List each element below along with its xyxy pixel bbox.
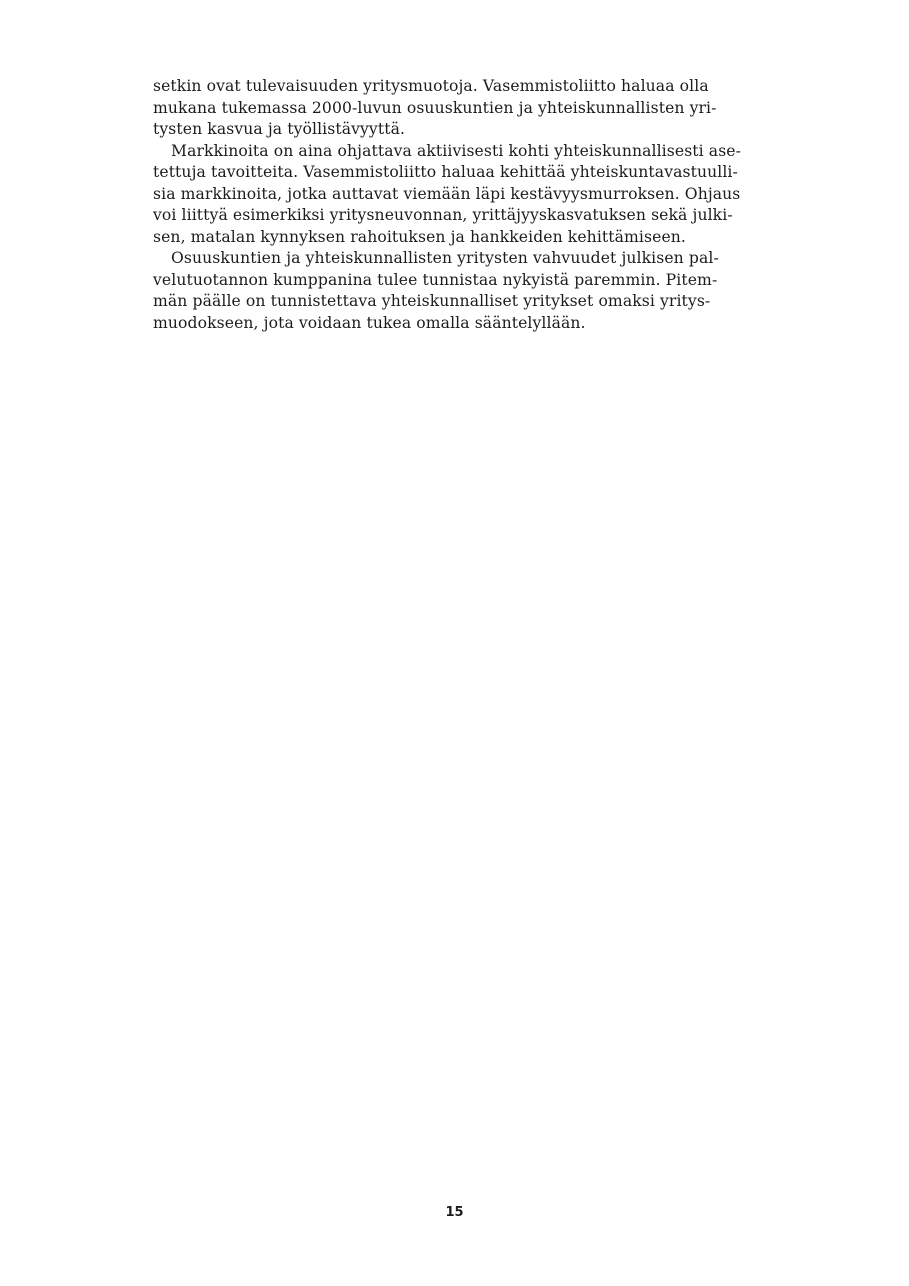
paragraph-3-line-4: muodokseen, jota voidaan tukea omalla sääntelyllään. — [153, 313, 586, 332]
paragraph-2-line-1: Markkinoita on aina ohjattava aktiivisesti kohti yhteiskunnallisesti ase- — [171, 141, 741, 160]
page-number: 15 — [445, 1205, 464, 1220]
paragraph-3-line-1: Osuuskuntien ja yhteiskunnallisten yritysten vahvuudet julkisen pal- — [171, 249, 719, 267]
paragraph-1-line-1: setkin ovat tulevaisuuden yritysmuotoja. Vasemmistoliitto haluaa olla — [153, 77, 709, 95]
body-text — [153, 76, 753, 334]
paragraph-2-line-4: voi liittyä esimerkiksi yritysneuvonnan, yrittäjyyskasvatuksen sekä julki- — [153, 206, 733, 224]
paragraph-3-line-2: velutuotannon kumppanina tulee tunnistaa nykyistä paremmin. Pitem- — [153, 270, 718, 289]
paragraph-2-line-5: sen, matalan kynnyksen rahoituksen ja hankkeiden kehittämiseen. — [153, 227, 686, 246]
paragraph-1-line-3: tysten kasvua ja työllistävyyttä. — [153, 120, 406, 138]
paragraph-2-line-2: tettuja tavoitteita. Vasemmistoliitto haluaa kehittää yhteiskuntavastuulli- — [153, 163, 738, 181]
paragraph-2-line-3: sia markkinoita, jotka auttavat viemään läpi kestävyysmurroksen. Ohjaus — [153, 184, 741, 203]
paragraph-1-line-2: mukana tukemassa 2000-luvun osuuskuntien ja yhteiskunnallisten yri- — [153, 98, 717, 117]
paragraph-3-line-3: män päälle on tunnistettava yhteiskunnalliset yritykset omaksi yritys- — [153, 292, 711, 310]
